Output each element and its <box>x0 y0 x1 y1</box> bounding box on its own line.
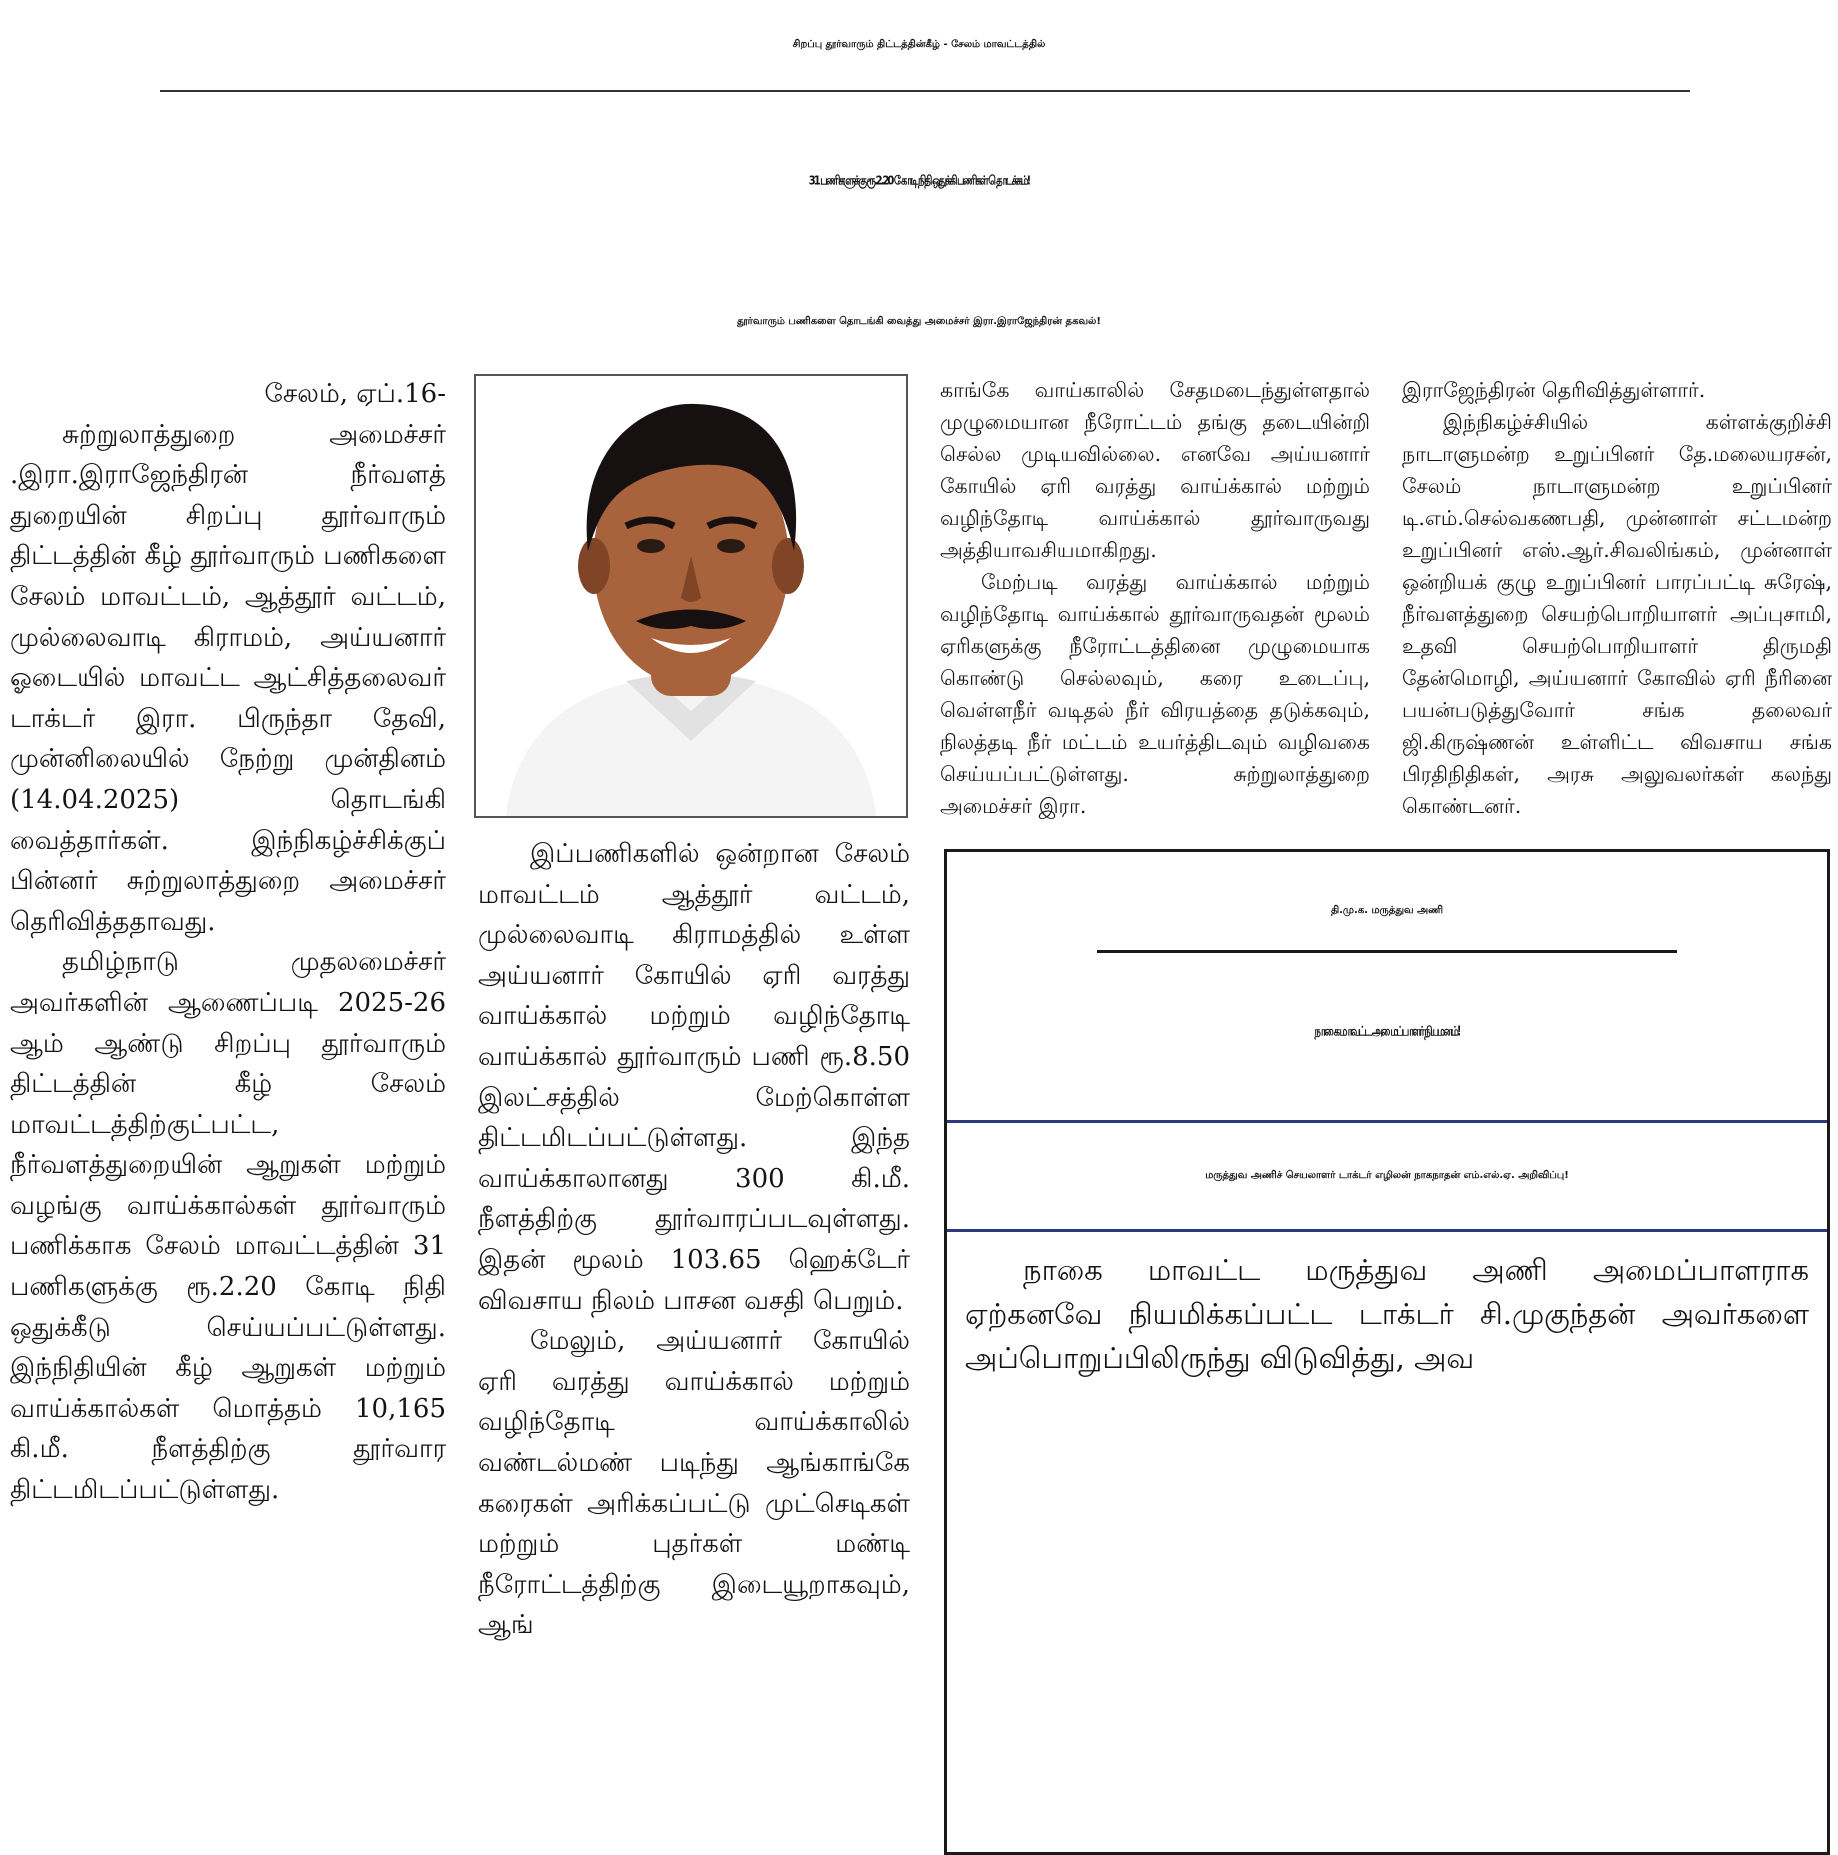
dateline: சேலம், ஏப்.16- <box>264 379 446 409</box>
minister-photo <box>474 374 908 818</box>
article-column-2 <box>478 834 910 1824</box>
article-column-1 <box>10 374 446 1824</box>
article-column-3 <box>940 374 1370 829</box>
paragraph: இராஜேந்திரன் தெரிவித்துள்ளார். <box>1402 378 1706 402</box>
portrait-image <box>476 376 906 816</box>
paragraph: மேலும், அய்யனார் கோயில் ஏரி வரத்து வாய்க்கால் மற்றும் வழிந்தோடி வாய்க்காலில் வண்டல்மண் படிந்து ஆங்காங்கே கரைகள் அரிக்கப்பட்டு முட்செடிகள் மற்றும் புதர்கள் மண்டி நீரோட்டத்திற்கு இடையூறாகவும், ஆங் <box>478 1326 910 1641</box>
article-headline: 31 பணிகளுக்கு ரூ.2.20 கோடி நிதி ஒதுக்கி பணிகள் தொடக்கம்! <box>808 174 1030 189</box>
paragraph: மேற்படி வரத்து வாய்க்கால் மற்றும் வழிந்தோடி வாய்க்கால் தூர்வாருவதன் மூலம் ஏரிகளுக்கு நீரோட்டத்தினை முழுமையாக கொண்டு செல்லவும், கரை உடைப்பு, வெள்ளநீர் வடிதல் நீர் விரயத்தை தடுக்கவும், நிலத்தடி நீர் மட்டம் உயர்த்திடவும் வழிவகை செய்யப்பட்டுள்ளது. சுற்றுலாத்துறை அமைச்சர் இரா. <box>940 570 1370 819</box>
eye-left <box>637 539 665 553</box>
article-subhead: தூர்வாரும் பணிகளை தொடங்கி வைத்து அமைச்சர் இரா.இராஜேந்திரன் தகவல்! <box>737 316 1101 327</box>
box-divider <box>947 1229 1827 1232</box>
announcement-box <box>944 849 1830 1855</box>
paragraph: இந்நிகழ்ச்சியில் கள்ளக்குறிச்சி நாடாளுமன்ற உறுப்பினர் தே.மலையரசன், சேலம் நாடாளுமன்ற உறுப்பினர் டி.எம்.செல்வகணபதி, முன்னாள் சட்டமன்ற உறுப்பினர் எஸ்.ஆர்.சிவலிங்கம், முன்னாள் ஒன்றியக் குழு உறுப்பினர் பாரப்பட்டி சுரேஷ், நீர்வளத்துறை செயற்பொறியாளர் அப்புசாமி, உதவி செயற்பொறியாளர் திருமதி தேன்மொழி, அய்யனார் கோவில் ஏரி நீரினை பயன்படுத்துவோர் சங்க தலைவர் ஜி.கிருஷ்ணன் உள்ளிட்ட விவசாய சங்க பிரதிநிதிகள், அரசு அலுவலர்கள் கலந்து கொண்டனர். <box>1402 410 1832 819</box>
paragraph: இப்பணிகளில் ஒன்றான சேலம் மாவட்டம் ஆத்தூர் வட்டம், முல்லைவாடி கிராமத்தில் உள்ள அய்யனார் கோயில் ஏரி வரத்து வாய்க்கால் மற்றும் வழிந்தோடி வாய்க்கால் தூர்வாரும் பணி ரூ.8.50 இலட்சத்தில் மேற்கொள்ள திட்டமிடப்பட்டுள்ளது. இந்த வாய்க்காலானது 300 கி.மீ. நீளத்திற்கு தூர்வாரப்படவுள்ளது. இதன் மூலம் 103.65 ஹெக்டேர் விவசாய நிலம் பாசன வசதி பெறும். <box>478 839 910 1316</box>
ear-left <box>578 538 610 594</box>
box-title: நாகை மாவட்ட அமைப்பாளர் நியமனம்! <box>1314 1025 1460 1040</box>
eye-right <box>717 539 745 553</box>
box-subtitle: மருத்துவ அணிச் செயலாளர் டாக்டர் எழிலன் நாகநாதன் எம்.எல்.ஏ. அறிவிப்பு! <box>1205 1170 1569 1181</box>
article-column-4 <box>1402 374 1832 829</box>
box-divider <box>947 1120 1827 1123</box>
ear-right <box>772 538 804 594</box>
paragraph: சுற்றுலாத்துறை அமைச்சர் .இரா.இராஜேந்திரன் நீர்வளத் துறையின் சிறப்பு தூர்வாரும் திட்டத்தின் கீழ் தூர்வாரும் பணிகளை சேலம் மாவட்டம், ஆத்தூர் வட்டம், முல்லைவாடி கிராமம், அய்யனார் ஓடையில் மாவட்ட ஆட்சித்தலைவர் டாக்டர் இரா. பிருந்தா தேவி, முன்னிலையில் நேற்று முன்தினம் (14.04.2025) தொடங்கி வைத்தார்கள். இந்நிகழ்ச்சிக்குப் பின்னர் சுற்றுலாத்துறை அமைச்சர் தெரிவித்ததாவது. <box>10 419 446 937</box>
article-kicker: சிறப்பு தூர்வாரும் திட்டத்தின்கீழ் - சேலம் மாவட்டத்தில் <box>792 39 1046 50</box>
box-body <box>965 1248 1809 1448</box>
paragraph: காங்கே வாய்காலில் சேதமடைந்துள்ளதால் முழுமையான நீரோட்டம் தங்கு தடையின்றி செல்ல முடியவில்லை. எனவே அய்யனார் கோயில் ஏரி வரத்து வாய்க்கால் மற்றும் வழிந்தோடி வாய்க்கால் தூர்வாருவது அத்தியாவசியமாகிறது. <box>940 378 1370 563</box>
paragraph: நாகை மாவட்ட மருத்துவ அணி அமைப்பாளராக ஏற்கனவே நியமிக்கப்பட்ட டாக்டர் சி.முகுந்தன் அவர்களை அப்பொறுப்பிலிருந்து விடுவித்து, அவ <box>965 1253 1809 1375</box>
box-kicker: தி.மு.க. மருத்துவ அணி <box>1330 905 1444 916</box>
paragraph: தமிழ்நாடு முதலமைச்சர் அவர்களின் ஆணைப்படி 2025-26 ஆம் ஆண்டு சிறப்பு தூர்வாரும் திட்டத்தின் கீழ் சேலம் மாவட்டத்திற்குட்பட்ட, நீர்வளத்துறையின் ஆறுகள் மற்றும் வழங்கு வாய்க்கால்கள் தூர்வாரும் பணிக்காக சேலம் மாவட்டத்தின் 31 பணிகளுக்கு ரூ.2.20 கோடி நிதி ஒதுக்கீடு செய்யப்பட்டுள்ளது. இந்நிதியின் கீழ் ஆறுகள் மற்றும் வாய்க்கால்கள் மொத்தம் 10,165 கி.மீ. நீளத்திற்கு தூர்வார திட்டமிடப்பட்டுள்ளது. <box>10 947 446 1506</box>
